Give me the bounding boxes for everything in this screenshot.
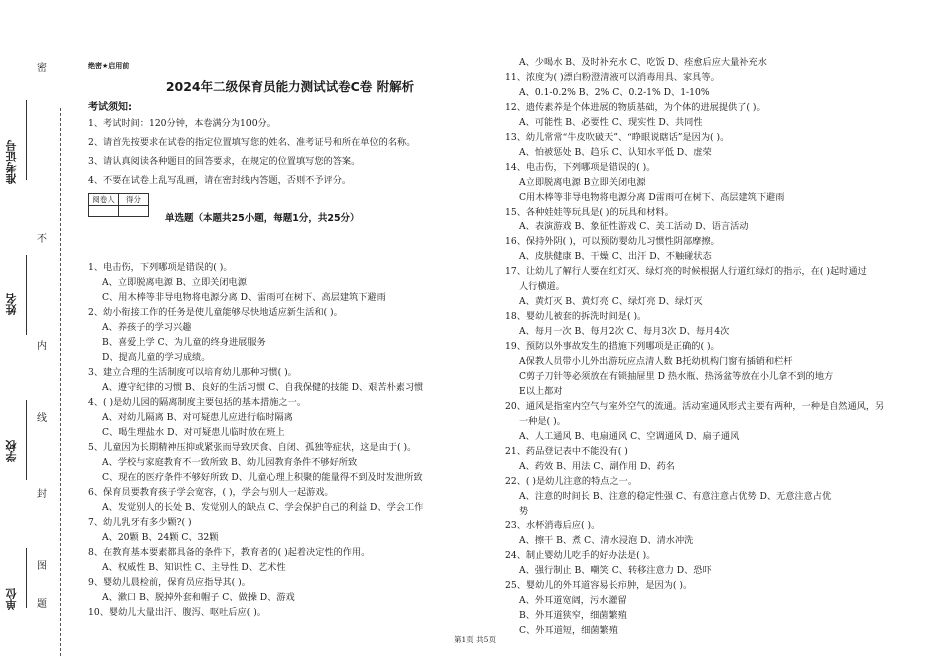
page-title: 2024年二级保育员能力测试试卷C卷 附解析 (165, 79, 415, 94)
answer-option: 人行横道。 (519, 281, 565, 293)
answer-option: A、每月一次 B、每月2次 C、每月3次 D、每月4次 (519, 326, 730, 338)
seal-char: 内 (37, 341, 47, 352)
question-stem: 23、水杯消毒后应( )。 (505, 520, 601, 532)
seal-char: 封 (37, 489, 47, 500)
question-stem: 15、各种娃娃等玩具是( )的玩具和材料。 (505, 206, 674, 218)
binding-margin (18, 48, 62, 608)
notice-heading: 考试须知: (88, 102, 132, 113)
seal-char: 题 (37, 599, 47, 610)
answer-option: D、提高儿童的学习成绩。 (102, 352, 211, 363)
name-line (26, 255, 27, 335)
school-line (26, 400, 27, 480)
seal-dashed-line (60, 108, 61, 656)
answer-option: A、可能性 B、必要性 C、现实性 D、共同性 (519, 116, 703, 128)
question-stem: 12、遗传素养是个体进展的物质基础，为个体的进展提供了( )。 (505, 101, 766, 113)
question-stem: 9、婴幼儿晨检前，保育员应指导其( )。 (88, 577, 251, 588)
name-label: 姓名 (5, 293, 18, 315)
answer-option: C、外耳道短，细菌繁殖 (519, 625, 618, 637)
answer-option: C用木棒等非导电物将电源分离 D雷雨可在树下、高层建筑下避雨 (519, 191, 785, 203)
answer-option: A、养孩子的学习兴趣 (102, 322, 192, 333)
question-stem: 11、浓度为( )漂白粉澄清液可以消毒用具、家具等。 (505, 71, 720, 83)
question-stem: 19、预防以外事故发生的措施下列哪项是正确的( )。 (505, 341, 720, 353)
answer-option: A、人工通风 B、电扇通风 C、空调通风 D、扇子通风 (519, 430, 740, 442)
question-stem: 21、药品登记表中不能没有( ) (505, 445, 628, 457)
notice-item: 4、不要在试卷上乱写乱画，请在密封线内答题，否则不予评分。 (88, 175, 352, 186)
answer-option: 势 (519, 505, 529, 517)
question-stem: 3、建立合理的生活制度可以培育幼儿那种习惯( )。 (88, 367, 297, 378)
seal-char: 线 (37, 413, 47, 424)
answer-option: C、喝生理盐水 D、对可疑患儿临时放在班上 (102, 427, 285, 438)
answer-option: A、注意的时间长 B、注意的稳定性强 C、有意注意占优势 D、无意注意占优 (519, 490, 832, 502)
question-stem: 8、在教育基本要素都具备的条件下，教育者的( )起着决定性的作用。 (88, 547, 371, 558)
answer-option: A、少喝水 B、及时补充水 C、吃饭 D、痊愈后应大量补充水 (519, 57, 767, 68)
grader-header: 阅卷人 (89, 194, 119, 206)
question-stem: 18、婴幼儿被套的拆洗时间是( )。 (505, 311, 647, 323)
notice-item: 2、请首先按要求在试卷的指定位置填写您的姓名、准考证号和所在单位的名称。 (88, 137, 416, 148)
page-footer: 第1页 共5页 (454, 635, 496, 644)
question-stem: 14、电击伤，下列哪项是错误的( )。 (505, 161, 656, 173)
school-label: 学校 (5, 440, 18, 462)
answer-option: A立即脱离电源 B立即关闭电源 (519, 176, 646, 188)
seal-char: 图 (37, 561, 47, 572)
question-stem: 6、保育员要教育孩子学会宽容，( )，学会与别人一起游戏。 (88, 487, 334, 498)
answer-option: A、对幼儿隔离 B、对可疑患儿应进行临时隔离 (102, 412, 293, 423)
answer-option: C、用木棒等非导电物将电源分离 D、雷雨可在树下、高层建筑下避雨 (102, 292, 386, 303)
question-stem: 5、儿童因为长期精神压抑或紧张而导致厌食、自闭、孤独等症状，这是由于( )。 (88, 442, 417, 453)
answer-option: A、权威性 B、知识性 C、主导性 D、艺术性 (102, 562, 286, 573)
score-box (88, 193, 149, 217)
section-title: 单选题（本题共25小题，每题1分，共25分） (165, 213, 360, 224)
answer-option: A、20颗 B、24颗 C、32颗 (102, 532, 219, 543)
question-stem: 1、电击伤，下列哪项是错误的( )。 (88, 262, 233, 273)
exam-number-line (26, 100, 27, 180)
answer-option: 一种是( )。 (519, 415, 566, 427)
question-stem: 20、通风是指室内空气与室外空气的流通。活动室通风形式主要有两种，一种是自然通风，另 (505, 400, 885, 412)
question-stem: 2、幼小衔接工作的任务是使儿童能够尽快地适应新生活和( )。 (88, 307, 343, 318)
answer-option: A、怕被惩处 B、趋乐 C、认知水平低 D、虚荣 (519, 146, 712, 158)
answer-option: A、漱口 B、脱掉外套和帽子 C、做操 D、游戏 (102, 592, 295, 603)
question-stem: 13、幼儿常常“牛皮吹破天”、“睁眼说瞎话”是因为( )。 (505, 131, 730, 143)
unit-line (26, 548, 27, 608)
answer-option: C、现在的医疗条件不够好所致 D、儿童心理上积聚的能量得不到及时发泄所致 (102, 472, 423, 483)
answer-option: B、喜爱上学 C、为儿童的终身进展服务 (102, 337, 266, 348)
answer-option: A、皮肤健康 B、干燥 C、出汗 D、不触碰状态 (519, 251, 712, 263)
answer-option: A、立即脱离电源 B、立即关闭电源 (102, 277, 247, 288)
score-header: 得分 (119, 194, 149, 206)
answer-option: A、学校与家庭教育不一致所致 B、幼儿园教育条件不够好所致 (102, 457, 358, 468)
question-stem: 17、让幼儿了解行人要在红灯灭、绿灯亮的时候根据人行道红绿灯的指示，在( )起时通过 (505, 266, 867, 278)
answer-option: E以上都对 (519, 385, 563, 397)
exam-number-label: 准考证号 (5, 140, 18, 184)
notice-item: 3、请认真阅读各种题目的回答要求，在规定的位置填写您的答案。 (88, 156, 361, 167)
question-stem: 25、婴幼儿的外耳道容易长疖肿，是因为( )。 (505, 580, 693, 592)
answer-option: A、外耳道宽阔，污水灌留 (519, 595, 627, 607)
seal-char: 不 (37, 234, 47, 245)
answer-option: A、0.1-0.2% B、2% C、0.2-1% D、1-10% (519, 86, 710, 98)
answer-option: A、强行制止 B、嘲笑 C、转移注意力 D、恐吓 (519, 565, 712, 577)
answer-option: A、黄灯灭 B、黄灯亮 C、绿灯亮 D、绿灯灭 (519, 296, 703, 308)
question-stem: 22、( )是幼儿注意的特点之一。 (505, 475, 638, 487)
question-stem: 7、幼儿乳牙有多少颗?( ) (88, 517, 192, 528)
score-cell[interactable] (119, 206, 149, 217)
notice-item: 1、考试时间：120分钟，本卷满分为100分。 (88, 118, 276, 129)
answer-option: B、外耳道狭窄，细菌繁殖 (519, 610, 627, 622)
answer-option: A、表演游戏 B、象征性游戏 C、美工活动 D、语言活动 (519, 221, 749, 233)
grader-cell[interactable] (89, 206, 119, 217)
answer-option: A、药效 B、用法 C、副作用 D、药名 (519, 460, 675, 472)
question-stem: 16、保持外阴( )，可以预防婴幼儿习惯性阴部摩擦。 (505, 236, 720, 248)
answer-option: A、遵守纪律的习惯 B、良好的生活习惯 C、自我保健的技能 D、艰苦朴素习惯 (102, 382, 424, 393)
answer-option: A、发觉别人的长处 B、发觉别人的缺点 C、学会保护自己的利益 D、学会工作 (102, 502, 424, 513)
question-stem: 24、制止婴幼儿吃手的好办法是( )。 (505, 550, 656, 562)
secret-label: 绝密★启用前 (88, 62, 130, 70)
seal-char: 密 (37, 63, 47, 74)
answer-option: A、擦干 B、煮 C、清水浸泡 D、清水冲洗 (519, 535, 694, 547)
answer-option: C剪子刀针等必须放在有锁抽屉里 D 热水瓶、热汤盆等放在小儿拿不到的地方 (519, 370, 834, 382)
question-stem: 10、婴幼儿大量出汗、腹泻、呕吐后应( )。 (88, 607, 266, 618)
answer-option: A保教人员带小儿外出游玩应点清人数 B托幼机构门窗有插销和栏杆 (519, 356, 793, 367)
question-stem: 4、( )是幼儿园的隔离制度主要包括的基本措施之一。 (88, 397, 307, 408)
unit-label: 单位 (5, 588, 18, 610)
